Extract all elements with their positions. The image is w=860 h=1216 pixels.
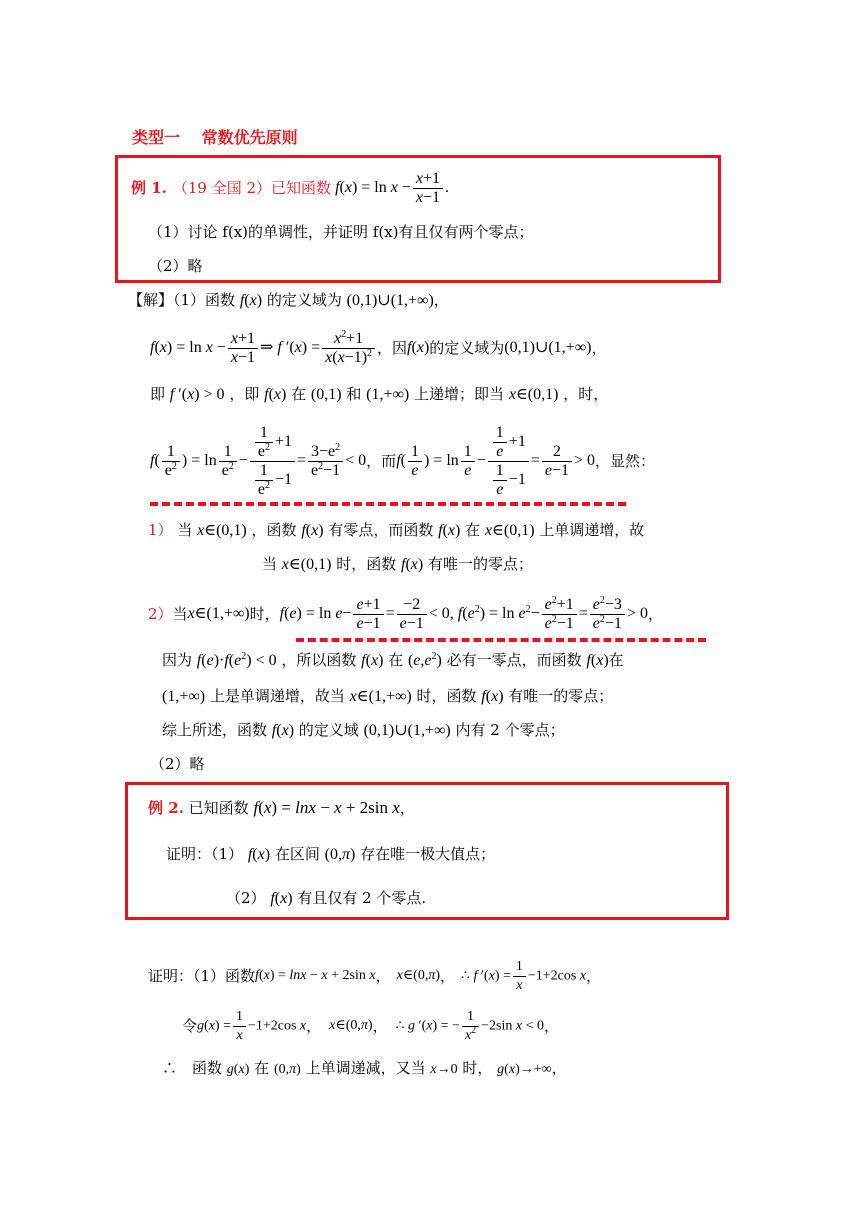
text: 当 [172, 605, 188, 623]
text: 内有 2 个零点； [455, 721, 565, 739]
text: 已知函数 [188, 799, 249, 817]
text: 在 [291, 385, 307, 403]
solution-1-line-1: 【解】（1）函数 f(x) 的定义域为 (0,1)∪(1,+∞)， [128, 291, 449, 309]
text: 时， [249, 605, 280, 623]
text: 上递增；即当 [414, 385, 505, 403]
text: ，时， [563, 385, 609, 403]
domain-text-2: 的定义域为 [429, 339, 505, 357]
example-2-prove-2: （2） f(x) 有且仅有 2 个零点. [226, 889, 427, 907]
because-text: ，因 [377, 339, 408, 357]
example-1-function: f(x) = ln x − $\frac{x+1}{x-1}$ . [335, 169, 450, 206]
dashed-underline-1 [150, 502, 626, 506]
example-2-statement: 例 2. 已知函数 f(x) = lnx − x + 2sin x， [148, 798, 415, 817]
text: 当 [177, 521, 193, 539]
text: 时，函数 [416, 687, 477, 705]
text: 有唯一的零点； [427, 555, 533, 573]
text: 当 [262, 555, 278, 573]
solution-2-line-1: 证明：（1）函数 f(x) = lnx − x + 2sin x ， x∈(0,π) ， ∴ f ′(x) = $\frac{1}{x}$ −1+2cos x ， [148, 958, 602, 993]
text: 因为 [162, 651, 193, 669]
case-2-label: 2） [148, 605, 173, 623]
example-2-prove-1: 证明：（1） f(x) 在区间 (0,π) 存在唯一极大值点； [166, 845, 496, 863]
solution-2-line-3: ∴ 函数 g(x) 在 (0,π) 上单调递减，又当 x→0 时， g(x)→+∞， [162, 1059, 567, 1077]
text: 综上所述，函数 [162, 721, 268, 739]
text: ∴ 函数 [162, 1059, 223, 1077]
text: （2） [226, 889, 266, 907]
text: 存在唯一极大值点； [360, 845, 496, 863]
text: ，所以函数 [281, 651, 357, 669]
case-1-label: 1） [148, 521, 173, 539]
domain-text: 的定义域为 [266, 291, 342, 309]
text: 有零点，而函数 [328, 521, 434, 539]
text: 有且仅有 2 个零点. [297, 889, 427, 907]
case-2-line: 2） 当 x∈(1,+∞) 时， f(e) = ln e− $\frac{e+1}{e-1}$ = $\frac{-2}{e-1}$ < 0, $f(e^2) = \ln e^2-$ $\frac{e^2+1}{e^2-1}$ = $\frac{e^2-3}{e^2-1}$ > 0 ， [148, 594, 663, 632]
example-1-statement [131, 168, 449, 208]
text: 有唯一的零点； [508, 687, 614, 705]
text: 上是单调递增，故当 [209, 687, 345, 705]
text: 在 [388, 651, 404, 669]
because-line: 因为 $f(e)\cdot f(e^2) < 0$ ，所以函数 f(x) 在 $(e,e^2)$ 必有一零点，而函数 f(x)在 [162, 651, 624, 669]
solution-lead: 【解】（1）函数 [128, 291, 236, 309]
case-1-line-2: 当 x∈(0,1) 时，函数 f(x) 有唯一的零点； [262, 555, 533, 573]
monotone-line: (1,+∞) 上是单调递增，故当 x∈(1,+∞) 时，函数 f(x) 有唯一的零点； [162, 687, 614, 705]
example-1-source: （19 全国 2）已知函数 [172, 179, 332, 197]
text: 在区间 [274, 845, 320, 863]
text: 时，函数 [336, 555, 397, 573]
example-1-part-1: （1）讨论 f(x)的单调性，并证明 f(x)有且仅有两个零点； [148, 223, 534, 241]
section-title: 类型一 常数优先原则 [132, 128, 298, 147]
text: 和 [346, 385, 362, 403]
text: 即 [150, 385, 166, 403]
example-2-label: 例 2. [148, 799, 184, 817]
summary-line: 综上所述，函数 f(x) 的定义域 (0,1)∪(1,+∞) 内有 2 个零点； [162, 721, 565, 739]
text: 上单调递增，故 [539, 521, 645, 539]
solution-1-part-2: （2）略 [150, 755, 205, 773]
example-1-part-2: （2）略 [148, 257, 203, 275]
example-1-label: 例 1. [131, 179, 167, 197]
text: 在 [465, 521, 481, 539]
text: ，函数 [251, 521, 297, 539]
solution-1-line-2: f(x) = ln x − $\frac{x+1}{x-1}$ ⇒ f ′(x) = $\frac{x^2+1}{x(x-1)^2}$ ，因 f(x) 的定义域为 (0,1)∪(1,+∞) ， [150, 328, 607, 366]
text: 必有一零点，而函数 [446, 651, 582, 669]
solution-1-line-3: 即 f ′(x) > 0 ，即 f(x) 在 (0,1) 和 (1,+∞) 上递增；即当 x∈(0,1) ，时， [150, 385, 609, 403]
dashed-underline-2 [296, 638, 706, 642]
text: 证明：（1）函数 [148, 967, 256, 985]
text: 证明：（1） [166, 845, 244, 863]
case-1-line-1: 1） 当 x∈(0,1) ，函数 f(x) 有零点，而函数 f(x) 在 x∈(0,1) 上单调递增，故 [148, 521, 645, 539]
text: 上单调递减，又当 [305, 1059, 426, 1077]
text: ，显然： [595, 452, 656, 470]
text: 令 [182, 1017, 198, 1035]
text: 时， [462, 1059, 493, 1077]
solution-2-line-2: 令 g(x) = $\frac{1}{x}$ −1+2cos x ， x∈(0,π) ， ∴ g ′(x) = − $\frac{1}{x^2}$ −2sin x < 0 ， [182, 1008, 560, 1043]
solution-1-line-4: f( $\frac{1}{e^2}$ ) = ln $\frac{1}{e^2}$ − $\frac{1}{e^2}$ +1 $\frac{1}{e^2}$ −1 = $\frac{3-e^2}{e^2-1}$ < 0 ，而 f( $\frac{1}{e}$ ) = ln $\frac{1}{e}$ − $\frac{1}{e}$ +1 $\frac{1}{e}$ −1 = $\frac{2}{e-1}$ > 0 ，显然： [150, 423, 656, 498]
text: ，即 [229, 385, 260, 403]
text: 的定义域 [298, 721, 359, 739]
text: ，而 [366, 452, 397, 470]
text: 在 [254, 1059, 270, 1077]
